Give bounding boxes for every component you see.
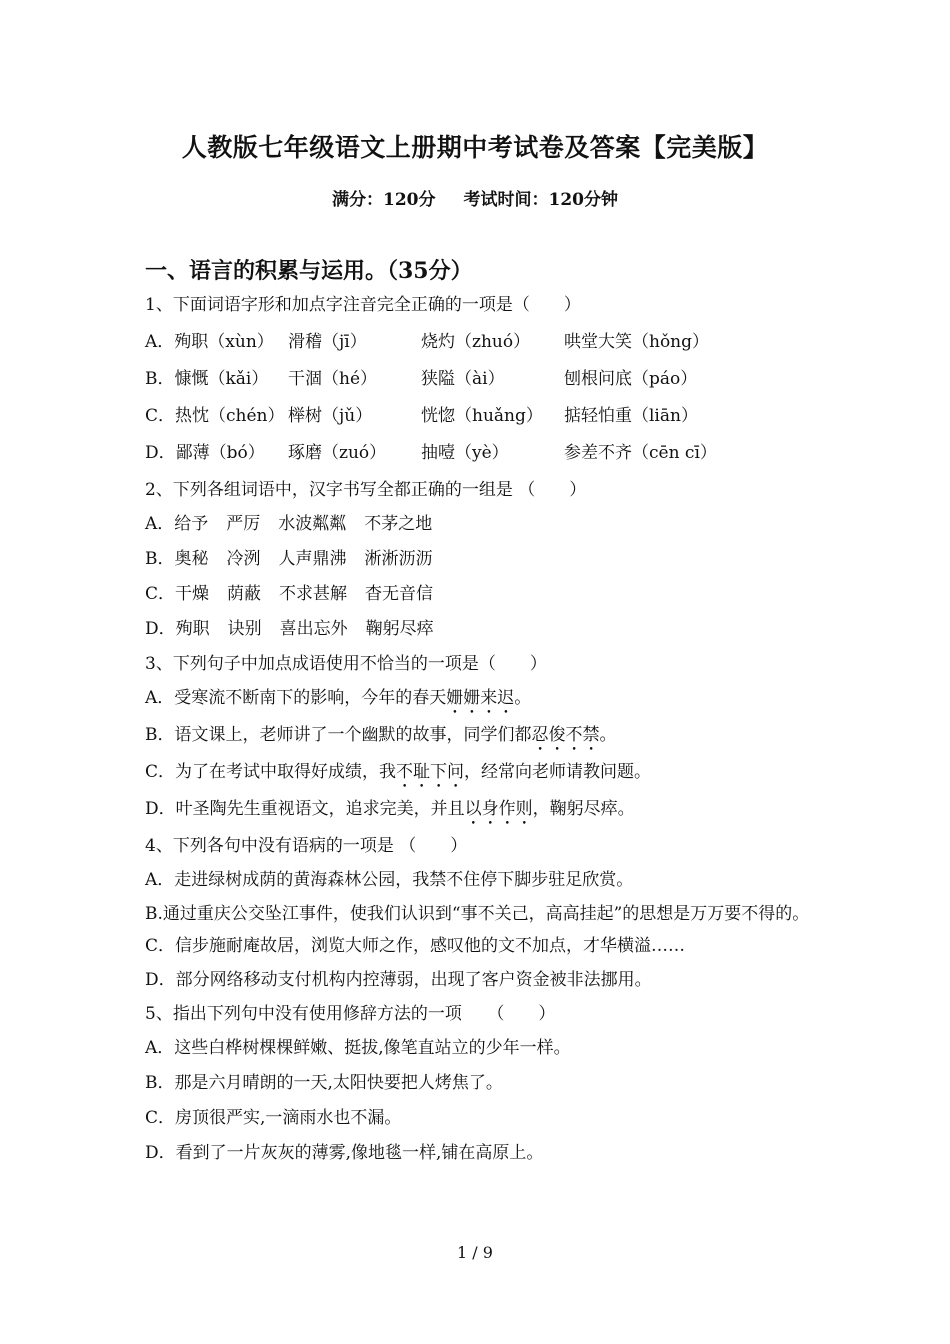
question-1-option-a [145, 330, 810, 367]
question-1-option-c [145, 404, 810, 441]
option-part: B．慷慨（kǎi） [145, 369, 269, 389]
option-part: C．热忱（chén） [145, 406, 285, 426]
question-2-stem: 2、下列各组词语中，汉字书写全都正确的一组是 （ ） [145, 480, 587, 500]
dotted-idiom: 不耻下问 [396, 762, 465, 782]
word: D．殉职 [145, 619, 210, 639]
question-4-option-c: C．信步施耐庵故居，浏览大师之作，感叹他的文不加点，才华横溢…… [145, 936, 686, 956]
question-3-option-a [145, 686, 810, 723]
word: 诀别 [227, 619, 262, 639]
question-1-option-b [145, 367, 810, 404]
option-part: 恍惚（huǎng） [421, 406, 543, 426]
word: 杳无音信 [365, 584, 434, 604]
question-2-option-b [145, 547, 810, 582]
question-5-stem: 5、指出下列句中没有使用修辞方法的一项 （ ） [145, 1004, 556, 1024]
option-part: 榉树（jǔ） [288, 406, 373, 426]
dotted-idiom: 忍俊不禁 [531, 725, 600, 745]
question-4-option-d: D．部分网络移动支付机构内控薄弱，出现了客户资金被非法挪用。 [145, 970, 652, 990]
question-4-stem: 4、下列各句中没有语病的一项是 （ ） [145, 836, 468, 856]
word: 水波粼粼 [278, 514, 347, 534]
option-part: 滑稽（jī） [288, 332, 367, 352]
question-3-option-b [145, 723, 810, 760]
question-1-option-d [145, 441, 810, 478]
question-5-option-a: A．这些白桦树棵棵鲜嫩、挺拔,像笔直站立的少年一样。 [145, 1038, 571, 1058]
question-5-option-c: C．房顶很严实,一滴雨水也不漏。 [145, 1108, 402, 1128]
option-part: A．殉职（xùn） [145, 332, 274, 352]
word: 鞠躬尽瘁 [365, 619, 434, 639]
option-part: 参差不齐（cēn cī） [564, 443, 717, 463]
question-3-option-c [145, 760, 810, 797]
option-part: 抽噎（yè） [421, 443, 509, 463]
question-4-option-a: A．走进绿树成荫的黄海森林公园，我禁不住停下脚步驻足欣赏。 [145, 870, 634, 890]
question-3-stem: 3、下列句子中加点成语使用不恰当的一项是（ ） [145, 654, 547, 674]
questions [145, 293, 810, 1176]
option-part: 刨根问底（páo） [564, 369, 698, 389]
option-part: 琢磨（zuó） [288, 443, 387, 463]
question-5-option-b: B．那是六月晴朗的一天,太阳快要把人烤焦了。 [145, 1073, 503, 1093]
sentence-text: C．为了在考试中取得好成绩，我 [145, 762, 397, 782]
word: A．给予 [145, 514, 209, 534]
word: 严厉 [226, 514, 261, 534]
sentence-text: B．语文课上，老师讲了一个幽默的故事，同学们都 [145, 725, 532, 745]
score-info: 满分：120分 [332, 190, 436, 210]
question-4-option-b: B.通过重庆公交坠江事件，使我们认识到“事不关己，高高挂起”的思想是万万要不得的。 [145, 904, 810, 924]
page-title: 人教版七年级语文上册期中考试卷及答案【完美版】 [181, 133, 769, 162]
sentence-text: ，经常向老师请教问题。 [464, 762, 652, 782]
word: 冷洌 [226, 549, 261, 569]
word: C．干燥 [145, 584, 210, 604]
word: 不茅之地 [364, 514, 433, 534]
option-part: D．鄙薄（bó） [145, 443, 265, 463]
option-part: 哄堂大笑（hǒng） [564, 332, 710, 352]
time-info: 考试时间：120分钟 [463, 190, 618, 210]
word: 不求甚解 [279, 584, 348, 604]
word: 喜出忘外 [279, 619, 348, 639]
page-number: 1 / 9 [457, 1243, 493, 1262]
option-part: 烧灼（zhuó） [421, 332, 531, 352]
word: B．奥秘 [145, 549, 209, 569]
question-2-option-a [145, 512, 810, 547]
sentence-text: 。 [514, 688, 532, 708]
option-part: 干涸（hé） [288, 369, 378, 389]
dotted-idiom: 姗姗来迟 [446, 688, 515, 708]
option-part: 狭隘（ài） [421, 369, 505, 389]
question-1-stem: 1、下面词语字形和加点字注音完全正确的一项是（ ） [145, 295, 581, 315]
sentence-text: D．叶圣陶先生重视语文，追求完美，并且 [145, 799, 465, 819]
sentence-text: 。 [599, 725, 617, 745]
dotted-idiom: 以身作则 [464, 799, 533, 819]
option-part: 掂轻怕重（liān） [564, 406, 698, 426]
section-heading: 一、语言的积累与运用。（35分） [145, 258, 473, 284]
question-2-option-c [145, 582, 810, 617]
sentence-text: A．受寒流不断南下的影响，今年的春天 [145, 688, 447, 708]
exam-info [0, 185, 950, 210]
question-2-option-d [145, 617, 810, 652]
word: 人声鼎沸 [278, 549, 347, 569]
word: 荫蔽 [227, 584, 262, 604]
word: 淅淅沥沥 [364, 549, 433, 569]
question-5-option-d: D．看到了一片灰灰的薄雾,像地毯一样,铺在高原上。 [145, 1143, 544, 1163]
sentence-text: ，鞠躬尽瘁。 [532, 799, 635, 819]
question-3-option-d [145, 797, 810, 834]
